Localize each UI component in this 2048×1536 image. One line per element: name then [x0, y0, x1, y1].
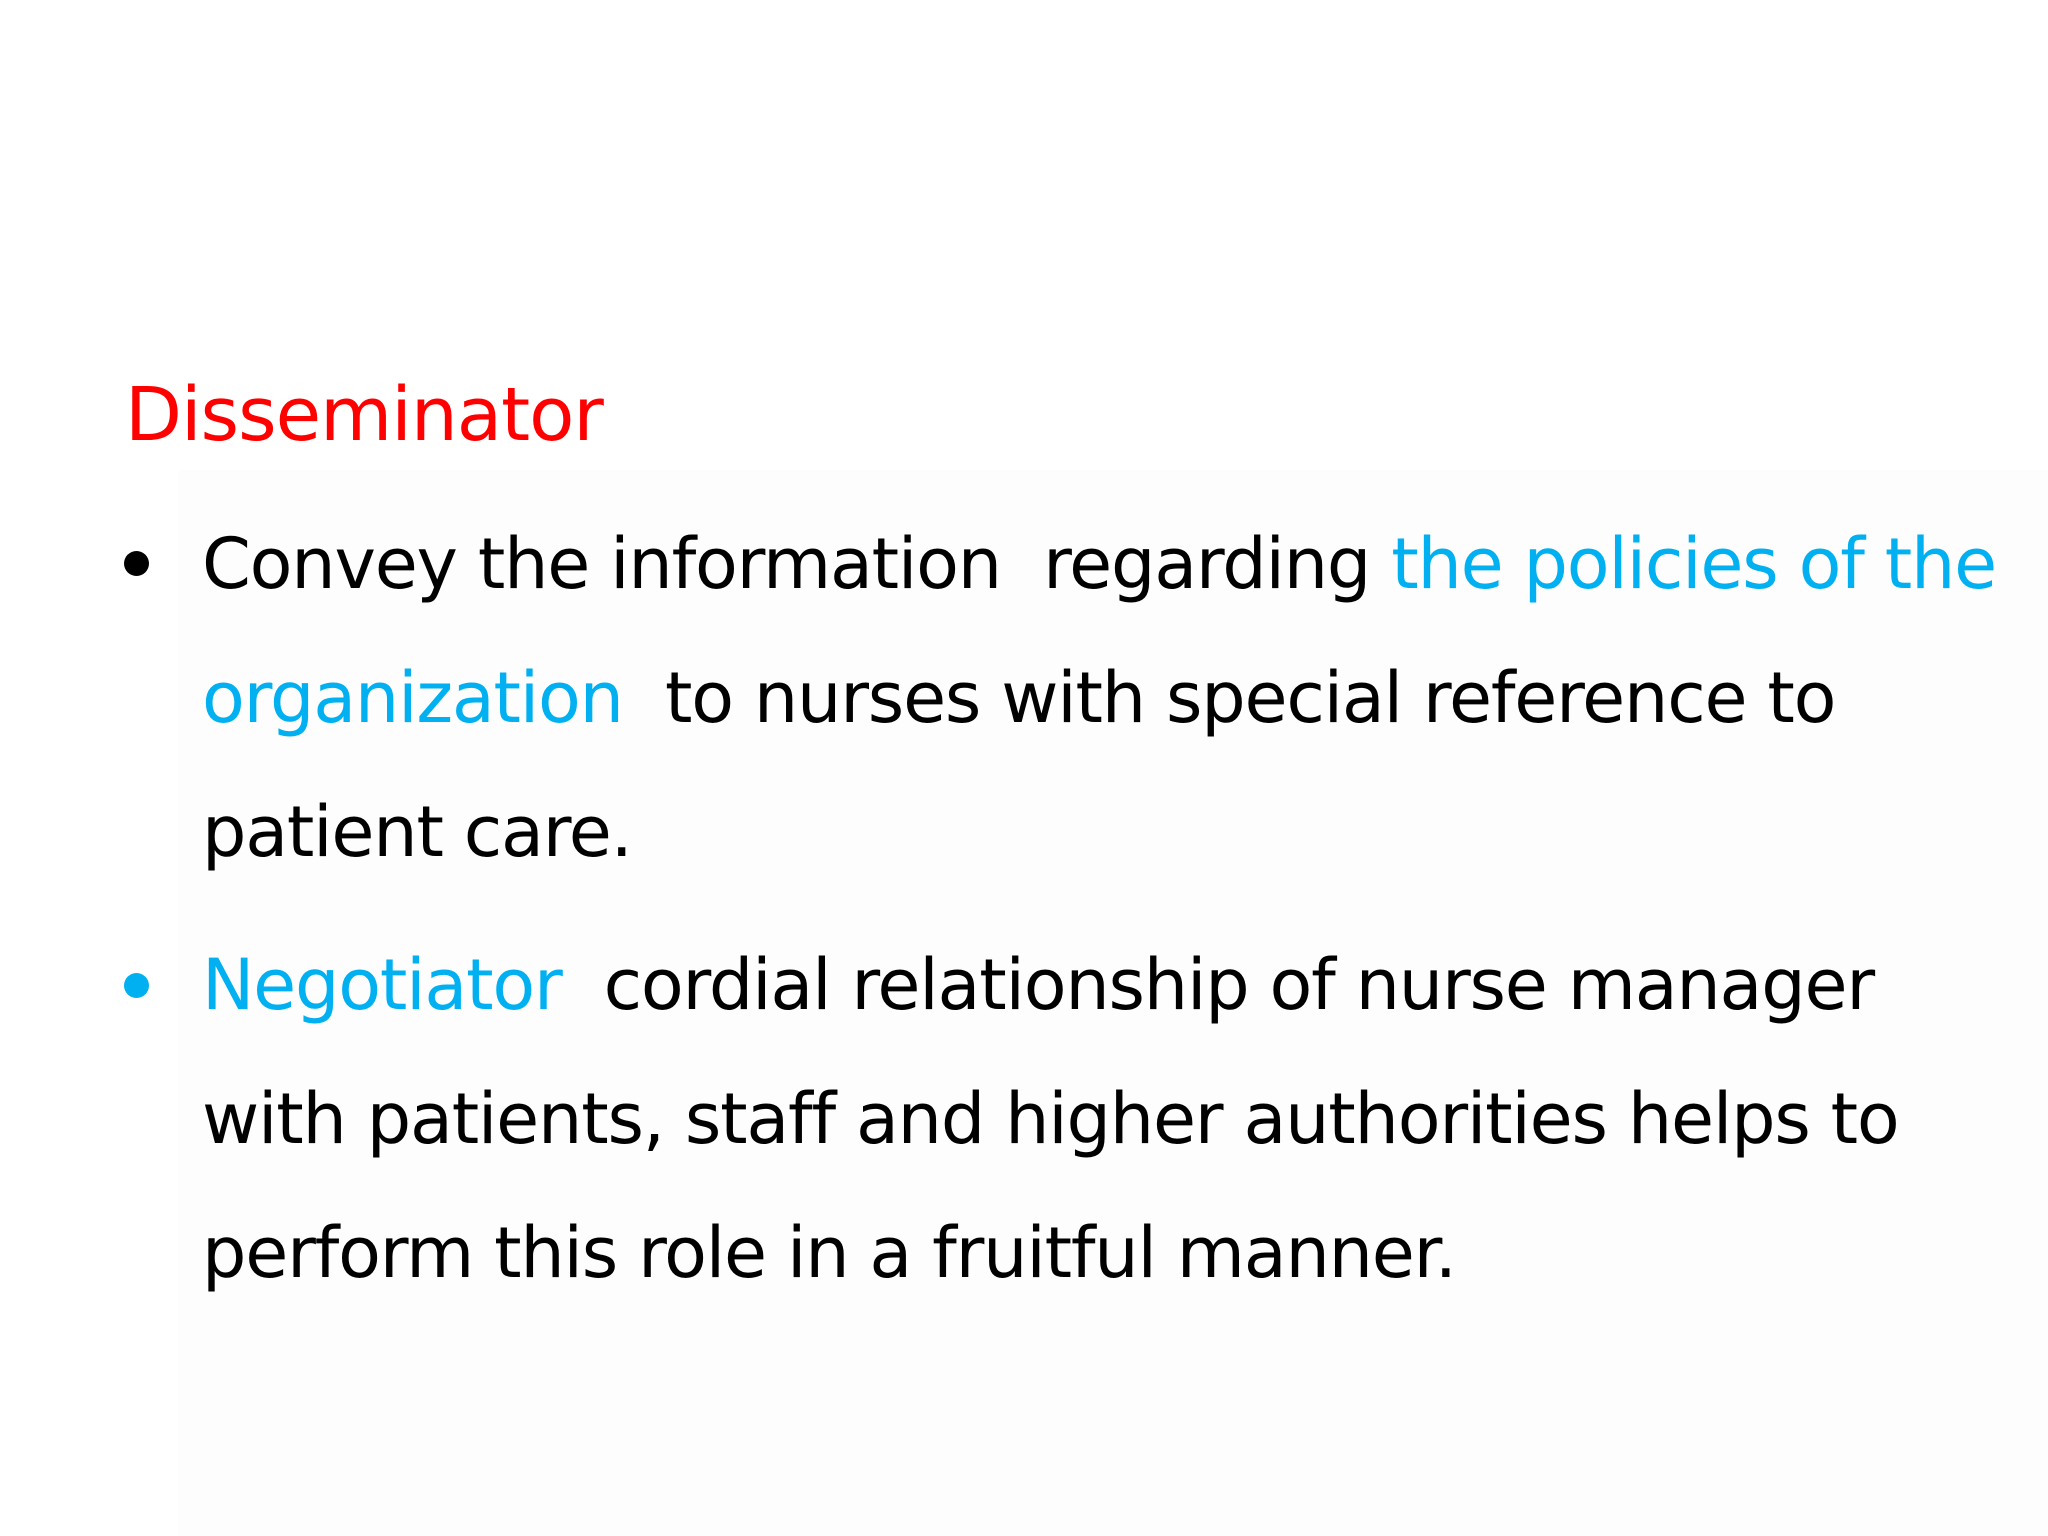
bullet-text-segment: Convey the information regarding: [202, 523, 1392, 605]
highlight-policy-text: the policies of the: [1391, 523, 1997, 605]
bullet-text-segment: with patients, staff and higher authorities helps to: [202, 1078, 1899, 1160]
slide-title: Disseminator: [125, 372, 603, 458]
negotiator-label: Negotiator: [202, 944, 562, 1026]
bullet-text-negotiator: [202, 918, 2002, 1320]
bullet-text-segment: patient care.: [202, 791, 632, 873]
bullet-text-disseminator: [202, 497, 2002, 899]
bullet-text-segment: cordial relationship of nurse manager: [561, 944, 1874, 1026]
highlight-organization-text: organization: [202, 657, 623, 739]
bullet-dot-icon: [124, 551, 149, 576]
bullet-text-segment: to nurses with special reference to: [622, 657, 1836, 739]
bullet-text-segment: perform this role in a fruitful manner.: [202, 1212, 1456, 1294]
bullet-dot-icon: [124, 973, 149, 998]
